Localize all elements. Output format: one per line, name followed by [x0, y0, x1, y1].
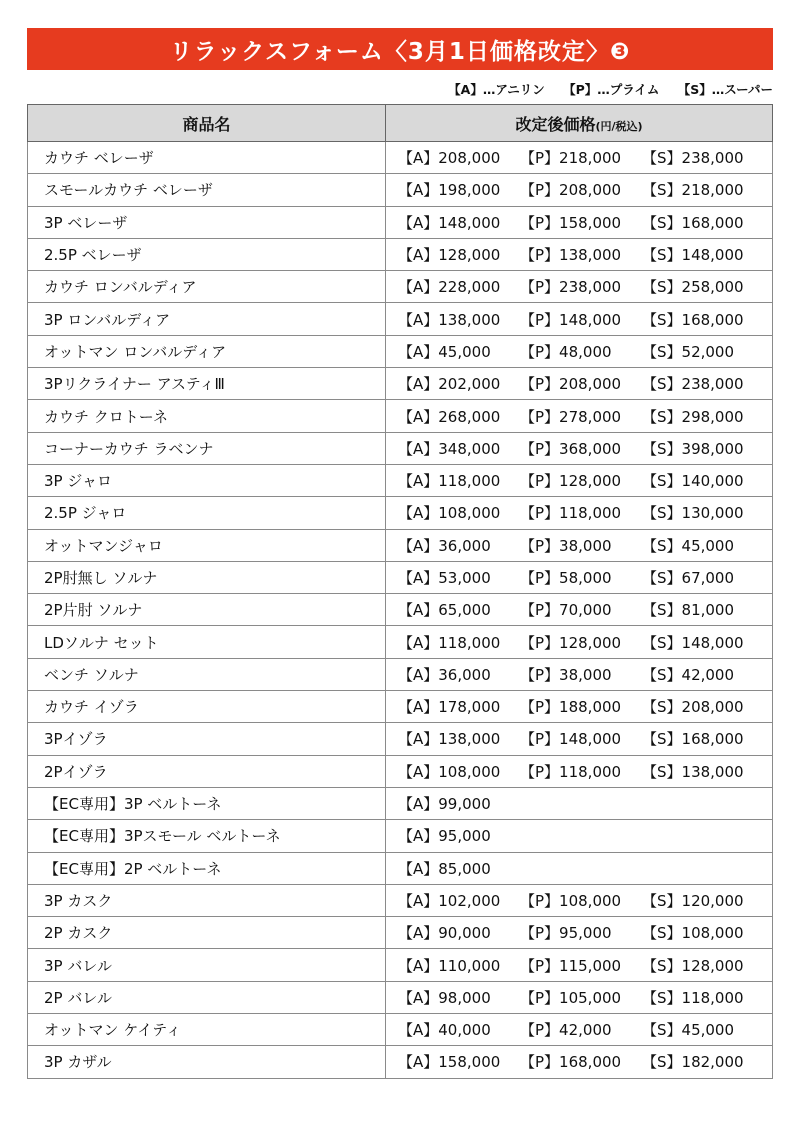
price-aniline: 【A】348,000 — [398, 439, 501, 458]
price-super: 【S】108,000 — [642, 924, 744, 943]
legend-prime: 【P】…プライム — [563, 82, 660, 97]
price-aniline: 【A】99,000 — [398, 795, 491, 814]
price-super: 【S】298,000 — [642, 407, 744, 426]
price-cell — [386, 174, 773, 206]
price-aniline: 【A】198,000 — [398, 181, 501, 200]
product-name: カウチ イゾラ — [28, 691, 386, 723]
price-prime: 【P】38,000 — [520, 536, 612, 555]
product-name: カウチ ロンバルディア — [28, 271, 386, 303]
header-price-label: 改定後価格 — [515, 114, 596, 134]
price-aniline: 【A】110,000 — [398, 956, 501, 975]
price-table — [27, 104, 773, 1079]
price-aniline: 【A】108,000 — [398, 504, 501, 523]
price-prime: 【P】148,000 — [520, 730, 622, 749]
price-cell — [386, 142, 773, 174]
table-row — [28, 594, 773, 626]
price-cell — [386, 400, 773, 432]
price-aniline: 【A】138,000 — [398, 310, 501, 329]
table-row — [28, 884, 773, 916]
price-super: 【S】168,000 — [642, 310, 744, 329]
product-name: オットマンジャロ — [28, 529, 386, 561]
product-name: オットマン ロンバルディア — [28, 335, 386, 367]
price-prime: 【P】105,000 — [520, 988, 622, 1007]
price-aniline: 【A】108,000 — [398, 762, 501, 781]
price-super: 【S】238,000 — [642, 375, 744, 394]
product-name: 3Pイゾラ — [28, 723, 386, 755]
price-cell — [386, 594, 773, 626]
price-cell — [386, 335, 773, 367]
price-cell — [386, 206, 773, 238]
price-cell — [386, 755, 773, 787]
price-prime: 【P】38,000 — [520, 665, 612, 684]
price-cell — [386, 852, 773, 884]
price-prime: 【P】208,000 — [520, 375, 622, 394]
table-row — [28, 238, 773, 270]
table-row — [28, 917, 773, 949]
product-name: オットマン ケイティ — [28, 1014, 386, 1046]
product-name: 2P片肘 ソルナ — [28, 594, 386, 626]
price-prime: 【P】128,000 — [520, 472, 622, 491]
price-super: 【S】45,000 — [642, 536, 735, 555]
price-aniline: 【A】90,000 — [398, 924, 491, 943]
price-cell — [386, 271, 773, 303]
price-cell — [386, 884, 773, 916]
price-aniline: 【A】148,000 — [398, 213, 501, 232]
price-super: 【S】81,000 — [642, 601, 735, 620]
price-aniline: 【A】228,000 — [398, 278, 501, 297]
table-header-row — [28, 105, 773, 142]
price-cell — [386, 820, 773, 852]
price-cell — [386, 368, 773, 400]
price-cell — [386, 464, 773, 496]
price-aniline: 【A】178,000 — [398, 698, 501, 717]
price-super: 【S】238,000 — [642, 149, 744, 168]
price-super: 【S】148,000 — [642, 633, 744, 652]
table-row — [28, 658, 773, 690]
price-super: 【S】130,000 — [642, 504, 744, 523]
price-prime: 【P】138,000 — [520, 246, 622, 265]
product-name: 2.5P ベレーザ — [28, 238, 386, 270]
table-row — [28, 691, 773, 723]
table-row — [28, 335, 773, 367]
price-super: 【S】52,000 — [642, 342, 735, 361]
price-prime: 【P】218,000 — [520, 149, 622, 168]
table-row — [28, 561, 773, 593]
price-super: 【S】138,000 — [642, 762, 744, 781]
product-name: ベンチ ソルナ — [28, 658, 386, 690]
price-cell — [386, 1014, 773, 1046]
legend-super: 【S】…スーパー — [677, 82, 773, 97]
table-row — [28, 206, 773, 238]
price-aniline: 【A】40,000 — [398, 1021, 491, 1040]
price-aniline: 【A】98,000 — [398, 988, 491, 1007]
price-prime: 【P】148,000 — [520, 310, 622, 329]
table-row — [28, 142, 773, 174]
price-aniline: 【A】85,000 — [398, 859, 491, 878]
page-title: リラックスフォーム〈3月1日価格改定〉❸ — [27, 28, 773, 70]
price-aniline: 【A】202,000 — [398, 375, 501, 394]
product-name: 2P肘無し ソルナ — [28, 561, 386, 593]
product-name: 3Pリクライナー アスティⅢ — [28, 368, 386, 400]
table-row — [28, 852, 773, 884]
price-aniline: 【A】45,000 — [398, 342, 491, 361]
legend-aniline: 【A】…アニリン — [448, 82, 545, 97]
price-cell — [386, 658, 773, 690]
price-aniline: 【A】118,000 — [398, 633, 501, 652]
table-row — [28, 368, 773, 400]
product-name: 【EC専用】3P ベルトーネ — [28, 787, 386, 819]
price-prime: 【P】238,000 — [520, 278, 622, 297]
table-row — [28, 1046, 773, 1078]
product-name: 2Pイゾラ — [28, 755, 386, 787]
header-price — [386, 105, 773, 142]
table-row — [28, 787, 773, 819]
price-cell — [386, 981, 773, 1013]
price-cell — [386, 561, 773, 593]
product-name: 3P バレル — [28, 949, 386, 981]
table-row — [28, 432, 773, 464]
table-row — [28, 464, 773, 496]
price-super: 【S】168,000 — [642, 730, 744, 749]
table-row — [28, 755, 773, 787]
price-prime: 【P】118,000 — [520, 762, 622, 781]
price-prime: 【P】278,000 — [520, 407, 622, 426]
price-aniline: 【A】36,000 — [398, 536, 491, 555]
product-name: 3P ロンバルディア — [28, 303, 386, 335]
price-prime: 【P】42,000 — [520, 1021, 612, 1040]
price-prime: 【P】168,000 — [520, 1053, 622, 1072]
price-prime: 【P】158,000 — [520, 213, 622, 232]
price-super: 【S】45,000 — [642, 1021, 735, 1040]
table-row — [28, 271, 773, 303]
price-super: 【S】140,000 — [642, 472, 744, 491]
price-cell — [386, 787, 773, 819]
product-name: スモールカウチ ベレーザ — [28, 174, 386, 206]
material-legend — [434, 80, 773, 98]
price-super: 【S】67,000 — [642, 569, 735, 587]
product-name: カウチ ベレーザ — [28, 142, 386, 174]
table-row — [28, 303, 773, 335]
table-body — [28, 142, 773, 1079]
price-cell — [386, 529, 773, 561]
price-aniline: 【A】65,000 — [398, 601, 491, 620]
price-prime: 【P】58,000 — [520, 569, 612, 587]
product-name: 【EC専用】2P ベルトーネ — [28, 852, 386, 884]
table-row — [28, 497, 773, 529]
price-aniline: 【A】208,000 — [398, 149, 501, 168]
table-row — [28, 400, 773, 432]
table-row — [28, 529, 773, 561]
price-prime: 【P】70,000 — [520, 601, 612, 620]
table-row — [28, 820, 773, 852]
price-cell — [386, 723, 773, 755]
table-row — [28, 1014, 773, 1046]
table-row — [28, 949, 773, 981]
price-aniline: 【A】158,000 — [398, 1053, 501, 1072]
price-super: 【S】42,000 — [642, 665, 735, 684]
price-aniline: 【A】138,000 — [398, 730, 501, 749]
price-aniline: 【A】95,000 — [398, 827, 491, 846]
price-cell — [386, 303, 773, 335]
price-cell — [386, 626, 773, 658]
product-name: 2P カスク — [28, 917, 386, 949]
price-super: 【S】208,000 — [642, 698, 744, 717]
price-aniline: 【A】128,000 — [398, 246, 501, 265]
product-name: LDソルナ セット — [28, 626, 386, 658]
price-aniline: 【A】118,000 — [398, 472, 501, 491]
table-row — [28, 174, 773, 206]
price-prime: 【P】188,000 — [520, 698, 622, 717]
price-super: 【S】128,000 — [642, 956, 744, 975]
price-super: 【S】218,000 — [642, 181, 744, 200]
price-super: 【S】398,000 — [642, 439, 744, 458]
product-name: カウチ クロトーネ — [28, 400, 386, 432]
price-super: 【S】168,000 — [642, 213, 744, 232]
product-name: 3P ベレーザ — [28, 206, 386, 238]
product-name: 2P バレル — [28, 981, 386, 1013]
price-cell — [386, 497, 773, 529]
price-aniline: 【A】53,000 — [398, 569, 491, 587]
product-name: 3P カスク — [28, 884, 386, 916]
price-prime: 【P】48,000 — [520, 342, 612, 361]
price-super: 【S】120,000 — [642, 891, 744, 910]
price-super: 【S】118,000 — [642, 988, 744, 1007]
price-prime: 【P】208,000 — [520, 181, 622, 200]
product-name: 3P カザル — [28, 1046, 386, 1078]
price-prime: 【P】368,000 — [520, 439, 622, 458]
price-cell — [386, 238, 773, 270]
table-row — [28, 981, 773, 1013]
header-product-name: 商品名 — [28, 105, 386, 142]
table-row — [28, 626, 773, 658]
price-cell — [386, 691, 773, 723]
price-aniline: 【A】268,000 — [398, 407, 501, 426]
header-price-note: (円/税込) — [595, 119, 643, 133]
price-aniline: 【A】36,000 — [398, 665, 491, 684]
price-prime: 【P】108,000 — [520, 891, 622, 910]
price-prime: 【P】128,000 — [520, 633, 622, 652]
product-name: 3P ジャロ — [28, 464, 386, 496]
product-name: 【EC専用】3Pスモール ベルトーネ — [28, 820, 386, 852]
price-cell — [386, 949, 773, 981]
price-super: 【S】258,000 — [642, 278, 744, 297]
product-name: コーナーカウチ ラベンナ — [28, 432, 386, 464]
price-aniline: 【A】102,000 — [398, 891, 501, 910]
table-row — [28, 723, 773, 755]
price-cell — [386, 432, 773, 464]
price-cell — [386, 1046, 773, 1078]
price-prime: 【P】95,000 — [520, 924, 612, 943]
price-prime: 【P】118,000 — [520, 504, 622, 523]
product-name: 2.5P ジャロ — [28, 497, 386, 529]
price-cell — [386, 917, 773, 949]
price-super: 【S】148,000 — [642, 246, 744, 265]
price-prime: 【P】115,000 — [520, 956, 622, 975]
price-super: 【S】182,000 — [642, 1053, 744, 1072]
